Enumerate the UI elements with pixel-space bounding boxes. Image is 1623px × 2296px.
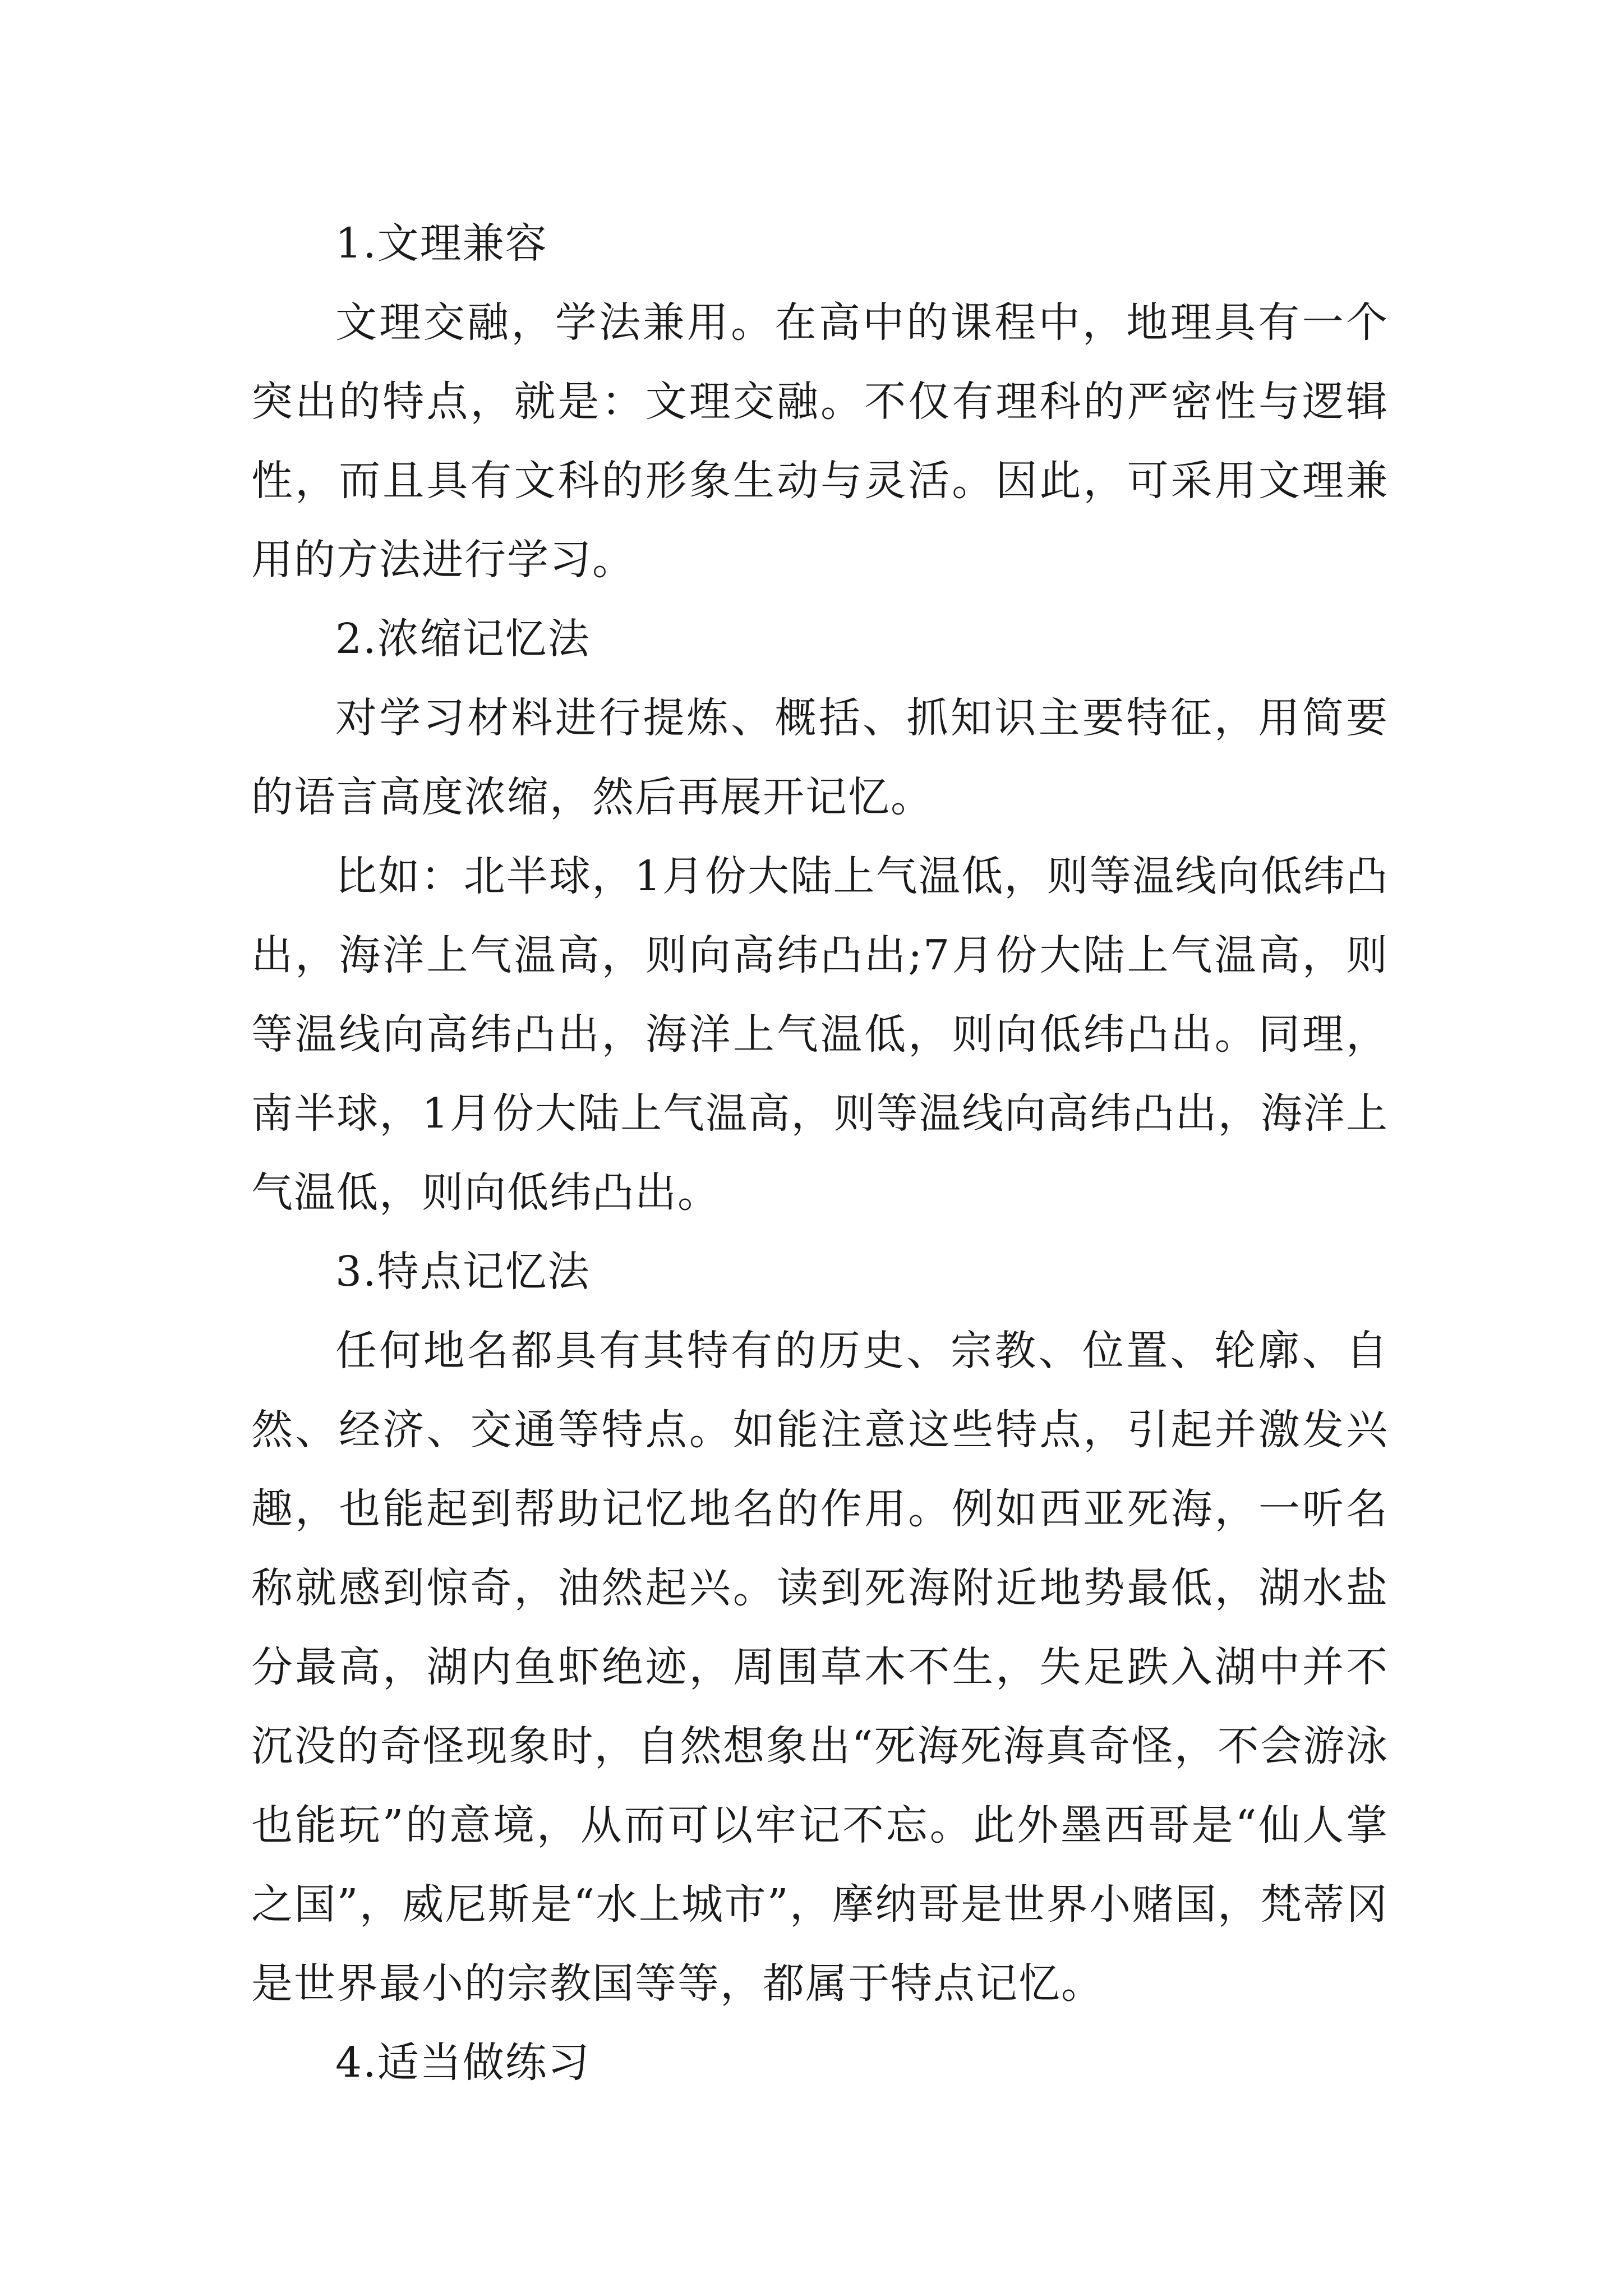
section-1-paragraph-1: 文理交融，学法兼用。在高中的课程中，地理具有一个突出的特点，就是：文理交融。不仅有理科的严密性与逻辑性，而且具有文科的形象生动与灵活。因此，可采用文理兼用的方法进行学习。	[251, 298, 1389, 584]
section-heading-4: 4.适当做练习	[335, 2039, 591, 2087]
section-2-paragraph-2: 比如：北半球，1月份大陆上气温低，则等温线向低纬凸出，海洋上气温高，则向高纬凸出;7月份大陆上气温高，则等温线向高纬凸出，海洋上气温低，则向低纬凸出。同理，南半球，1月份大陆上气温高，则等温线向高纬凸出，海洋上气温低，则向低纬凸出。	[251, 852, 1389, 1217]
section-heading-2: 2.浓缩记忆法	[335, 615, 591, 663]
section-3-paragraph-1: 任何地名都具有其特有的历史、宗教、位置、轮廓、自然、经济、交通等特点。如能注意这些特点，引起并激发兴趣，也能起到帮助记忆地名的作用。例如西亚死海，一听名称就感到惊奇，油然起兴。读到死海附近地势最低，湖水盐分最高，湖内鱼虾绝迹，周围草木不生，失足跌入湖中并不沉没的奇怪现象时，自然想象出“死海死海真奇怪，不会游泳也能玩”的意境，从而可以牢记不忘。此外墨西哥是“仙人掌之国”，威尼斯是“水上城市”，摩纳哥是世界小赌国，梵蒂冈是世界最小的宗教国等等，都属于特点记忆。	[251, 1327, 1389, 2008]
section-2-paragraph-1: 对学习材料进行提炼、概括、抓知识主要特征，用简要的语言高度浓缩，然后再展开记忆。	[251, 694, 1389, 821]
section-heading-1: 1.文理兼容	[335, 219, 548, 268]
document-body	[251, 204, 1389, 2102]
section-heading-3: 3.特点记忆法	[335, 1248, 591, 1296]
